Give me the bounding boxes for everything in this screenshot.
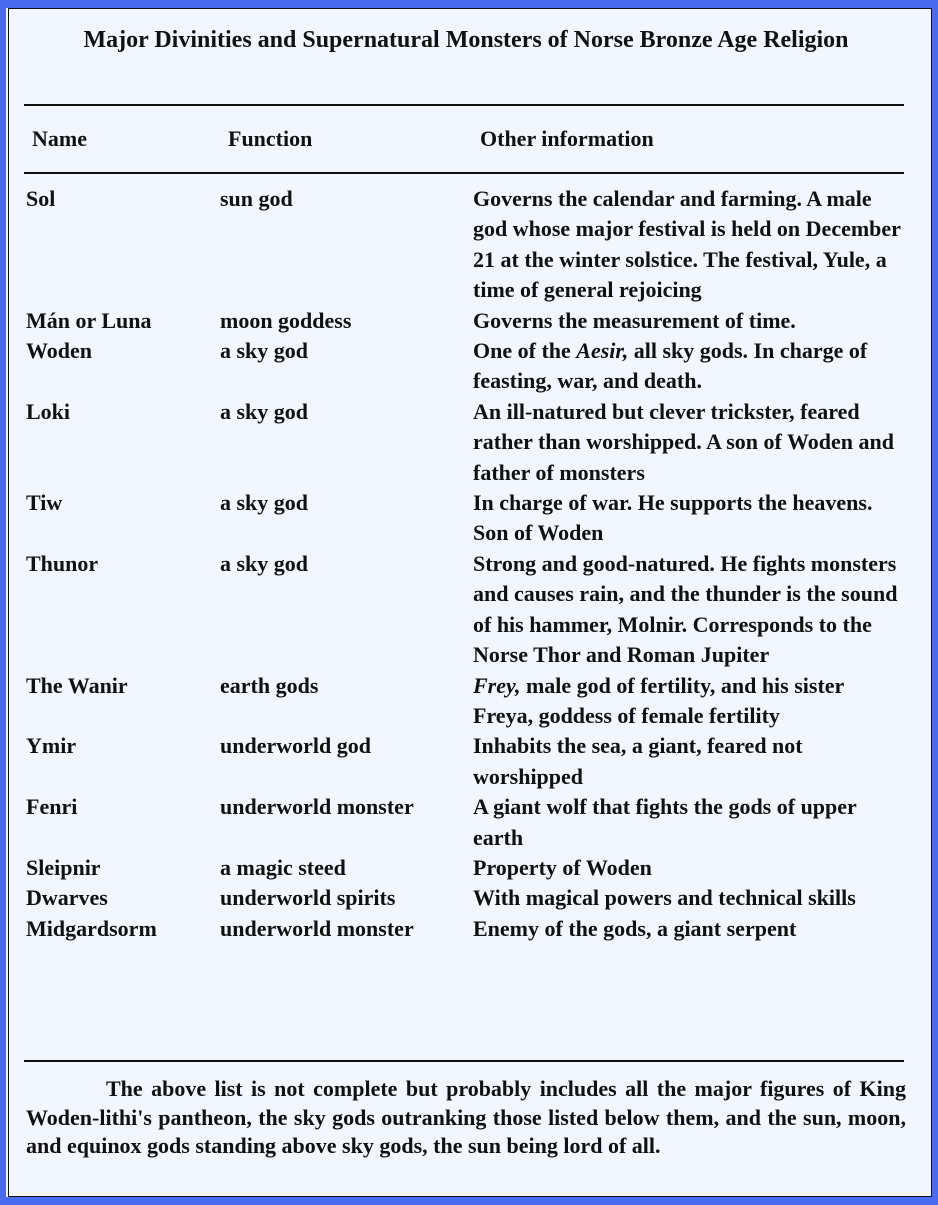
top-rule bbox=[24, 104, 904, 106]
table-row bbox=[24, 914, 904, 944]
cell-function: a sky god bbox=[220, 398, 309, 424]
cell-name: Thunor bbox=[26, 550, 99, 576]
table-row bbox=[24, 883, 904, 913]
cell-other: In charge of war. He supports the heavens. Son of Woden bbox=[473, 490, 873, 546]
cell-function: underworld monster bbox=[220, 915, 414, 941]
cell-other: With magical powers and technical skills bbox=[473, 885, 856, 911]
cell-name: Fenri bbox=[26, 794, 78, 820]
header-function: Function bbox=[228, 126, 313, 151]
cell-function: a sky god bbox=[220, 550, 309, 576]
table-title: Major Divinities and Supernatural Monsters of Norse Bronze Age Religion bbox=[83, 27, 849, 53]
footnote-paragraph: The above list is not complete but probably includes all the major figures of King Woden-lithi's pantheon, the sky gods outranking those listed below them, and the sun, moon, and equinox gods standing above sky gods, the sun being lord of all. bbox=[26, 1076, 906, 1158]
cell-other: A giant wolf that fights the gods of upper earth bbox=[473, 794, 857, 850]
cell-name: Loki bbox=[26, 398, 71, 424]
cell-other-text: male god of fertility, and his sister Freya, goddess of female fertility bbox=[473, 672, 844, 728]
table-row bbox=[24, 336, 904, 397]
cell-other-italic: Frey, bbox=[473, 672, 521, 698]
cell-function: moon goddess bbox=[220, 307, 352, 333]
cell-function: underworld spirits bbox=[220, 885, 396, 911]
cell-name: Ymir bbox=[26, 733, 77, 759]
cell-other: Inhabits the sea, a giant, feared not worshipped bbox=[473, 733, 803, 789]
cell-function: earth gods bbox=[220, 672, 319, 698]
cell-name: Sleipnir bbox=[26, 854, 101, 880]
cell-function: a sky god bbox=[220, 490, 309, 516]
cell-name: Tiw bbox=[26, 490, 63, 516]
cell-other bbox=[473, 671, 904, 732]
cell-name: The Wanir bbox=[26, 672, 128, 698]
table-row bbox=[24, 853, 904, 883]
cell-function: a sky god bbox=[220, 338, 309, 364]
cell-other: Enemy of the gods, a giant serpent bbox=[473, 915, 797, 941]
header-name: Name bbox=[32, 126, 87, 151]
table-body bbox=[24, 184, 904, 944]
cell-name: Mán or Luna bbox=[26, 307, 152, 333]
cell-other: An ill-natured but clever trickster, feared rather than worshipped. A son of Woden and father of monsters bbox=[473, 398, 894, 485]
cell-other: Property of Woden bbox=[473, 854, 652, 880]
cell-function: a magic steed bbox=[220, 854, 346, 880]
cell-function: sun god bbox=[220, 186, 293, 211]
cell-name: Midgardsorm bbox=[26, 915, 157, 941]
cell-other bbox=[473, 336, 904, 397]
header-rule bbox=[24, 172, 904, 174]
cell-name: Sol bbox=[26, 186, 56, 211]
table-row bbox=[24, 731, 904, 792]
table-row bbox=[24, 671, 904, 732]
cell-other-text: One of the bbox=[473, 338, 577, 364]
cell-other: Governs the measurement of time. bbox=[473, 307, 796, 333]
cell-other-text: all sky gods. In charge of feasting, war, and death. bbox=[473, 338, 868, 394]
cell-name: Dwarves bbox=[26, 885, 108, 911]
header-other-information: Other information bbox=[480, 126, 654, 151]
table-row bbox=[24, 792, 904, 853]
cell-function: underworld monster bbox=[220, 794, 414, 820]
cell-function: underworld god bbox=[220, 733, 371, 759]
cell-other: Strong and good-natured. He fights monsters and causes rain, and the thunder is the sound of his hammer, Molnir. Corresponds to the Norse Thor and Roman Jupiter bbox=[473, 550, 898, 668]
table-row bbox=[24, 306, 904, 336]
cell-other-italic: Aesir, bbox=[576, 338, 629, 364]
table-row bbox=[24, 549, 904, 671]
table-row bbox=[24, 488, 904, 549]
table-row bbox=[24, 397, 904, 488]
cell-name: Woden bbox=[26, 338, 93, 364]
table-row bbox=[24, 184, 904, 306]
cell-other: Governs the calendar and farming. A male god whose major festival is held on December 21 at the winter solstice. The festival, Yule, a time of general rejoicing bbox=[473, 186, 901, 303]
bottom-rule bbox=[24, 1060, 904, 1062]
